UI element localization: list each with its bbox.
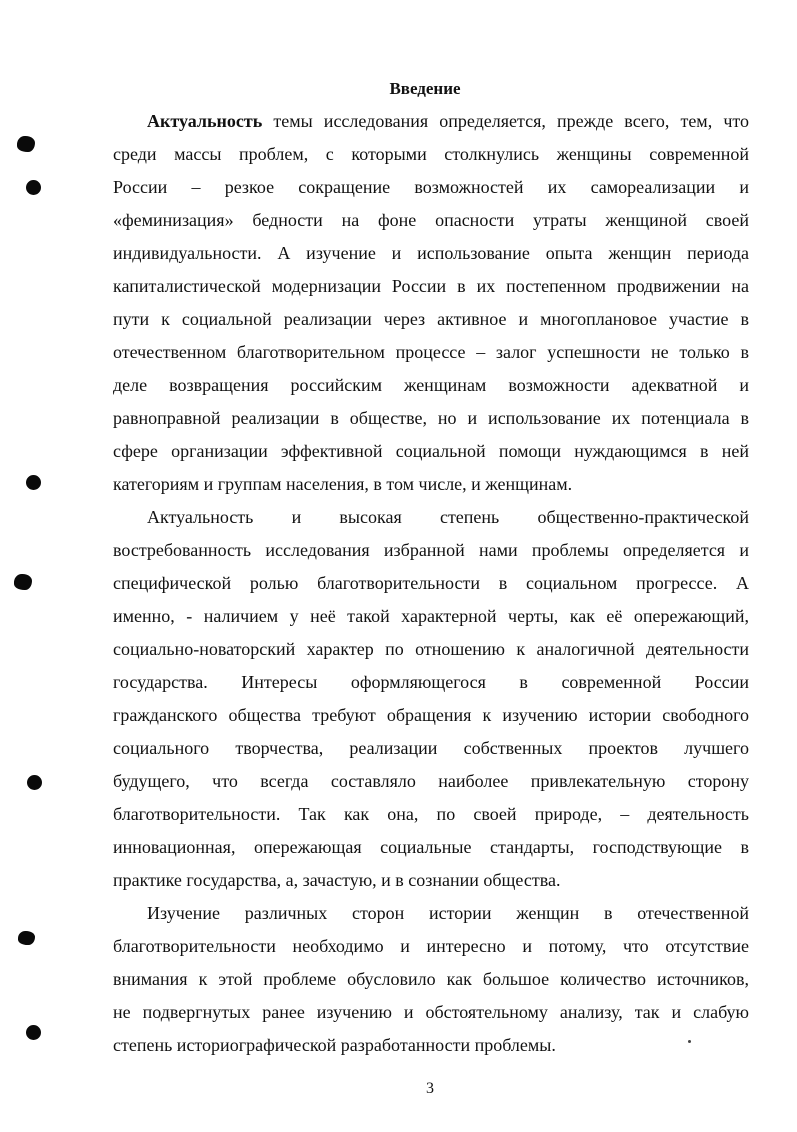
text-line: специфической ролью благотворительности в социальном прогрессе. А — [113, 573, 749, 593]
text-line: благотворительности необходимо и интересно и потому, что отсутствие — [113, 936, 749, 956]
punch-hole-mark — [27, 775, 42, 790]
punch-hole-mark — [14, 574, 32, 590]
text-line: России – резкое сокращение возможностей их самореализации и — [113, 177, 749, 197]
text-line: не подвергнутых ранее изучению и обстоятельному анализу, так и слабую — [113, 1002, 749, 1022]
text-line: Актуальность и высокая степень общественно-практической — [147, 507, 749, 527]
punch-hole-mark — [18, 931, 35, 945]
punch-hole-mark — [26, 1025, 41, 1040]
text-line: деле возвращения российским женщинам возможности адекватной и — [113, 375, 749, 395]
text-line: государства. Интересы оформляющегося в современной России — [113, 672, 749, 692]
text-line: пути к социальной реализации через активное и многоплановое участие в — [113, 309, 749, 329]
punch-hole-mark — [17, 136, 35, 152]
text-line: будущего, что всегда составляло наиболее привлекательную сторону — [113, 771, 749, 791]
text-line: инновационная, опережающая социальные стандарты, господствующие в — [113, 837, 749, 857]
page-title: Введение — [389, 79, 461, 98]
punch-hole-mark — [26, 475, 41, 490]
scan-speck — [688, 1040, 691, 1043]
page-number: 3 — [426, 1080, 434, 1097]
text-line: капиталистической модернизации России в их постепенном продвижении на — [113, 276, 749, 296]
text-line: отечественном благотворительном процессе – залог успешности не только в — [113, 342, 749, 362]
text-line: категориям и группам населения, в том числе, и женщинам. — [113, 474, 573, 494]
lead-word: Актуальность — [147, 111, 263, 131]
text-line: Актуальность темы исследования определяется, прежде всего, тем, что — [147, 111, 749, 131]
text-line: среди массы проблем, с которыми столкнулись женщины современной — [113, 144, 749, 164]
text-line: востребованность исследования избранной нами проблемы определяется и — [113, 540, 749, 560]
text-line: Изучение различных сторон истории женщин в отечественной — [147, 903, 749, 923]
punch-hole-mark — [26, 180, 41, 195]
text-line: социально-новаторский характер по отношению к аналогичной деятельности — [113, 639, 749, 659]
text-line: внимания к этой проблеме обусловило как большое количество источников, — [113, 969, 749, 989]
text-line: степень историографической разработанности проблемы. — [113, 1035, 556, 1055]
text-line: равноправной реализации в обществе, но и использование их потенциала в — [113, 408, 749, 428]
text-line: именно, - наличием у неё такой характерной черты, как её опережающий, — [113, 606, 749, 626]
text-line: индивидуальности. А изучение и использование опыта женщин периода — [113, 243, 749, 263]
text-line: гражданского общества требуют обращения к изучению истории свободного — [113, 705, 749, 725]
text-line: «феминизация» бедности на фоне опасности утраты женщиной своей — [113, 210, 749, 230]
text-line: сфере организации эффективной социальной помощи нуждающимся в ней — [113, 441, 749, 461]
text-line: благотворительности. Так как она, по своей природе, – деятельность — [113, 804, 749, 824]
text-line: практике государства, а, зачастую, и в сознании общества. — [113, 870, 561, 890]
text-line: социального творчества, реализации собственных проектов лучшего — [113, 738, 749, 758]
